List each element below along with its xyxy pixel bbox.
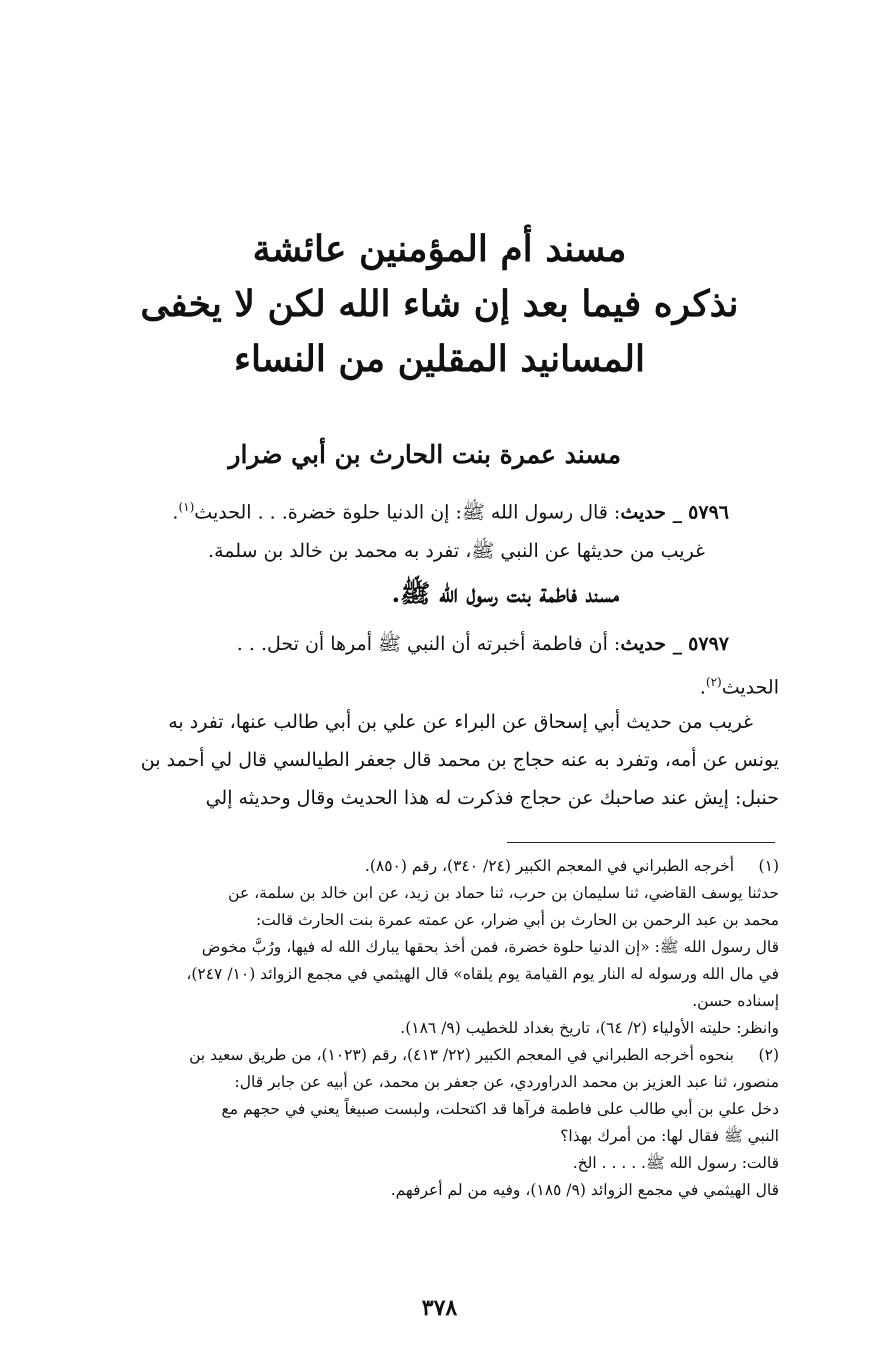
title-line: مسند أم المؤمنين عائشة bbox=[252, 228, 627, 270]
page-number: ٣٧٨ bbox=[421, 1295, 458, 1321]
footnote-line: وانظر: حليته الأولياء (٢/ ٦٤)، تاريخ بغداد للخطيب (٩/ ١٨٦). bbox=[400, 1019, 779, 1037]
footnote-line: بنحوه أخرجه الطبراني في المعجم الكبير (٢٢/ ٤١٣)، رقم (١٠٢٣)، من طريق سعيد بن bbox=[189, 1046, 734, 1064]
footnote-1 bbox=[95, 853, 779, 1042]
footnote-line: منصور، ثنا عبد العزيز بن محمد الدراوردي، عن جعفر بن محمد، عن أبيه عن جابر قال: bbox=[234, 1073, 779, 1091]
hadith-end: . bbox=[699, 676, 706, 699]
hadith-5797: ٥٧٩٧ _ حديث: أن فاطمة أخبرته أن النبي ﷺ أمرها أن تحل. . . الحديث$^{(٢)}$. bbox=[236, 633, 779, 699]
title-line: نذكره فيما بعد إن شاء الله لكن لا يخفى bbox=[140, 283, 739, 325]
footnote-line: محمد بن عبد الرحمن بن الحارث بن أبي ضرار، عن عمته عمرة بنت الحارث قالت: bbox=[255, 911, 779, 929]
hadith-number: ٥٧٩٦ bbox=[688, 501, 729, 524]
section-heading-amra: مسند عمرة بنت الحارث بن أبي ضرار bbox=[228, 440, 621, 469]
footnote-2 bbox=[95, 1042, 779, 1204]
footnote-label: (٢) bbox=[758, 1046, 779, 1064]
footnote-ref: (٢) bbox=[705, 675, 722, 689]
footnote-line: حدثنا يوسف القاضي، ثنا سليمان بن حرب، ثنا حماد بن زيد، عن ابن خالد بن سلمة، عن bbox=[228, 884, 779, 902]
hadith-end: . bbox=[172, 501, 179, 524]
footnote-line: قال رسول الله ﷺ: «إن الدنيا حلوة خضرة، فمن أخذ بحقها يبارك الله له فيها، ورُبَّ مخوض bbox=[201, 938, 779, 956]
footnote-line: إسناده حسن. bbox=[692, 992, 779, 1010]
comment-line: يونس عن أمه، وتفرد به عنه حجاج بن محمد قال جعفر الطيالسي قال لي أحمد بن bbox=[140, 749, 779, 771]
hadith-text: : قال رسول الله ﷺ: إن الدنيا حلوة خضرة. . . الحديث bbox=[194, 501, 621, 524]
comment-line: غريب من حديثها عن النبي ﷺ، تفرد به محمد بن خالد بن سلمة. bbox=[208, 540, 705, 562]
comment-line: غريب من حديث أبي إسحاق عن البراء عن علي بن أبي طالب عنها، تفرد به bbox=[168, 711, 753, 733]
hadith-label: حديث bbox=[620, 633, 666, 655]
footnote-ref: (١) bbox=[178, 500, 195, 514]
footnote-divider bbox=[507, 842, 775, 843]
hadith-5797-comment bbox=[95, 703, 779, 817]
footnote-line: في مال الله ورسوله له النار يوم القيامة يوم يلقاه» قال الهيثمي في مجمع الزوائد (١٠/ ٢٤٧)، bbox=[186, 965, 779, 983]
footnote-label: (١) bbox=[758, 857, 779, 875]
footnote-line: دخل علي بن أبي طالب على فاطمة فرآها قد اكتحلت، ولبست صبيغاً يعني في حجهم مع bbox=[221, 1100, 779, 1118]
hadith-5796-comment bbox=[95, 532, 729, 570]
footnote-line: قال الهيثمي في مجمع الزوائد (٩/ ١٨٥)، وفيه من لم أعرفهم. bbox=[390, 1181, 779, 1199]
footnotes bbox=[95, 853, 779, 1204]
hadith-label: حديث bbox=[620, 501, 666, 524]
title-line: المسانيد المقلين من النساء bbox=[234, 338, 645, 380]
hadith-text-cont: الحديث bbox=[721, 676, 779, 699]
footnote-line: النبي ﷺ فقال لها: من أمرك بهذا؟ bbox=[560, 1127, 779, 1145]
main-title bbox=[80, 222, 799, 387]
section-heading-fatima: مسند فاطمة بنت رسول الله ﷺ. bbox=[391, 579, 619, 608]
hadith-5796: ٥٧٩٦ _ حديث: قال رسول الله ﷺ: إن الدنيا حلوة خضرة. . . الحديث$^{(١)}$. bbox=[172, 500, 729, 524]
footnote-line: قالت: رسول الله ﷺ. . . . . الخ. bbox=[572, 1154, 779, 1172]
comment-line: حنبل: إيش عند صاحبك عن حجاج فذكرت له هذا الحديث وقال وحديثه إلي bbox=[205, 787, 779, 809]
hadith-text: : أن فاطمة أخبرته أن النبي ﷺ أمرها أن تحل. . . bbox=[236, 633, 621, 655]
hadith-number: ٥٧٩٧ bbox=[688, 633, 729, 655]
footnote-line: أخرجه الطبراني في المعجم الكبير (٢٤/ ٣٤٠)، رقم (٨٥٠). bbox=[364, 857, 734, 875]
